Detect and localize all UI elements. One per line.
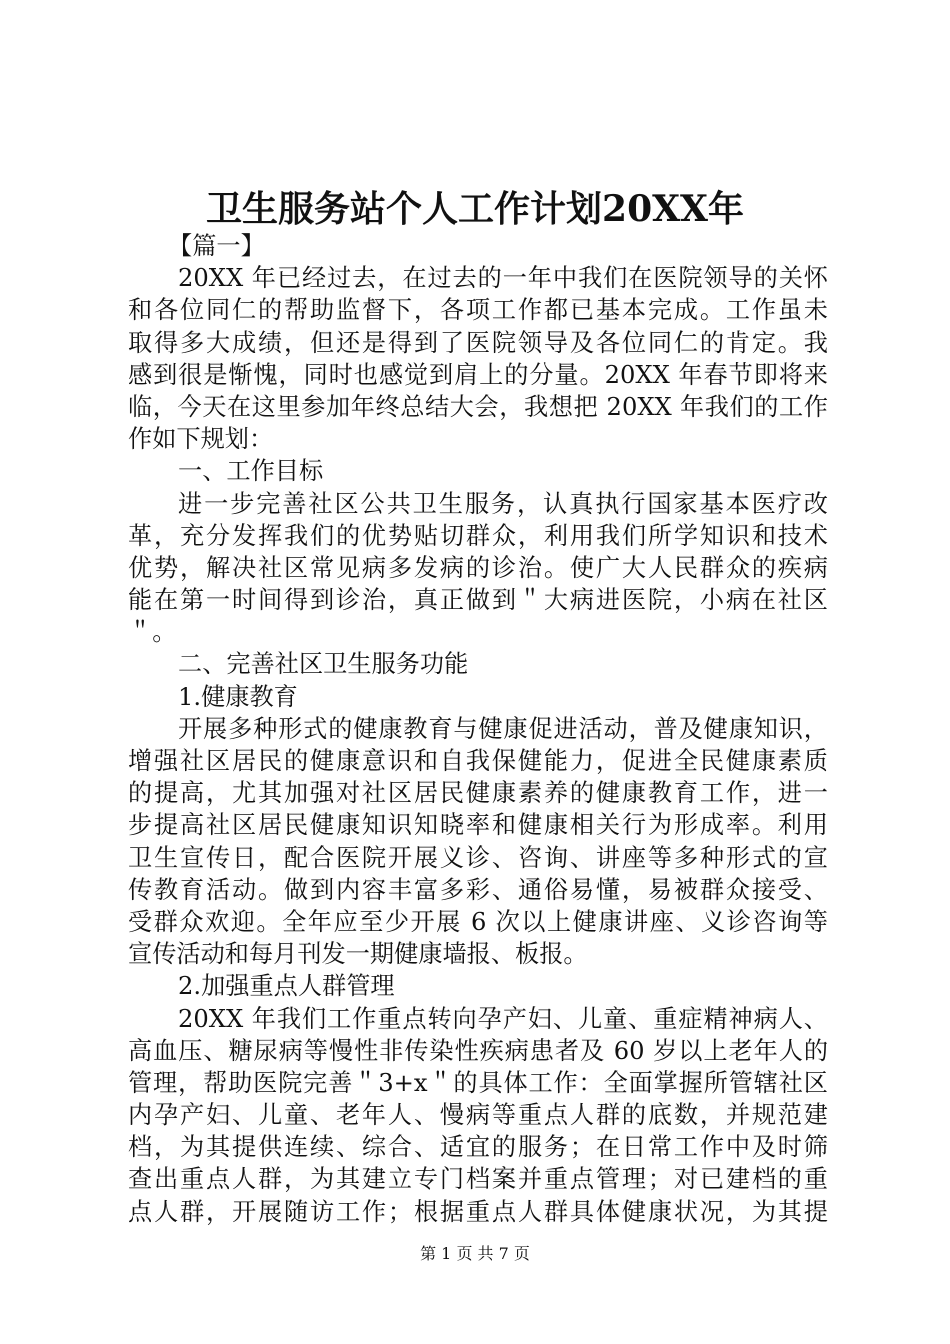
paragraph-line: 开展多种形式的健康教育与健康促进活动，普及健康知识，: [178, 714, 828, 743]
paragraph-line: 宣传活动和每月刊发一期健康墙报、板报。: [128, 940, 588, 969]
section-heading-service-functions: 二、完善社区卫生服务功能: [178, 650, 469, 679]
paragraph-line: 点人群，开展随访工作；根据重点人群具体健康状况，为其提: [128, 1197, 828, 1226]
paragraph-line: 卫生宣传日，配合医院开展义诊、咨询、讲座等多种形式的宣: [128, 843, 828, 872]
paragraph-line: 取得多大成绩，但还是得到了医院领导及各位同仁的肯定。我: [128, 328, 828, 357]
paragraph-line: 作如下规划：: [128, 425, 274, 454]
subsection-heading-health-education: 1.健康教育: [178, 682, 298, 711]
paragraph-line: 能在第一时间得到诊治，真正做到＂大病进医院，小病在社区: [128, 586, 828, 615]
paragraph-line: 革，充分发挥我们的优势贴切群众，利用我们所学知识和技术: [128, 521, 828, 550]
subsection-heading-key-groups: 2.加强重点人群管理: [178, 972, 395, 1001]
paragraph-line: 查出重点人群，为其建立专门档案并重点管理；对已建档的重: [128, 1165, 828, 1194]
paragraph-line: 档，为其提供连续、综合、适宜的服务；在日常工作中及时筛: [128, 1133, 828, 1162]
paragraph-line: 临，今天在这里参加年终总结大会，我想把 20XX 年我们的工作: [128, 392, 828, 421]
paragraph-line: 管理，帮助医院完善＂3+x＂的具体工作：全面掌握所管辖社区: [128, 1068, 828, 1097]
paragraph-line: 20XX 年我们工作重点转向孕产妇、儿童、重症精神病人、: [178, 1004, 828, 1033]
paragraph-line: 受群众欢迎。全年应至少开展 6 次以上健康讲座、义诊咨询等: [128, 907, 828, 936]
paragraph-line: ＂。: [128, 618, 177, 647]
document-title: 卫生服务站个人工作计划20XX年: [206, 188, 744, 230]
paragraph-line: 高血压、糖尿病等慢性非传染性疾病患者及 60 岁以上老年人的: [128, 1036, 829, 1065]
paragraph-line: 和各位同仁的帮助监督下，各项工作都已基本完成。工作虽未: [128, 296, 828, 325]
page-footer: 第 1 页 共 7 页: [420, 1244, 530, 1263]
paragraph-line: 优势，解决社区常见病多发病的诊治。使广大人民群众的疾病: [128, 553, 828, 582]
paragraph-line: 进一步完善社区公共卫生服务，认真执行国家基本医疗改: [178, 489, 828, 518]
paragraph-line: 增强社区居民的健康意识和自我保健能力，促进全民健康素质: [128, 747, 828, 775]
section-heading-work-goals: 一、工作目标: [178, 457, 324, 486]
paragraph-line: 传教育活动。做到内容丰富多彩、通俗易懂，易被群众接受、: [128, 875, 828, 904]
paragraph-line: 内孕产妇、儿童、老年人、慢病等重点人群的底数，并规范建: [128, 1101, 828, 1130]
paragraph-line: 步提高社区居民健康知识知晓率和健康相关行为形成率。利用: [128, 811, 828, 840]
paragraph-line: 的提高，尤其加强对社区居民健康素养的健康教育工作，进一: [128, 779, 828, 808]
paragraph-line: 20XX 年已经过去，在过去的一年中我们在医院领导的关怀: [178, 264, 828, 293]
section-heading-part-one: 【篇一】: [168, 232, 265, 260]
paragraph-line: 感到很是惭愧，同时也感觉到肩上的分量。20XX 年春节即将来: [128, 360, 828, 389]
document-body: [128, 230, 828, 1228]
